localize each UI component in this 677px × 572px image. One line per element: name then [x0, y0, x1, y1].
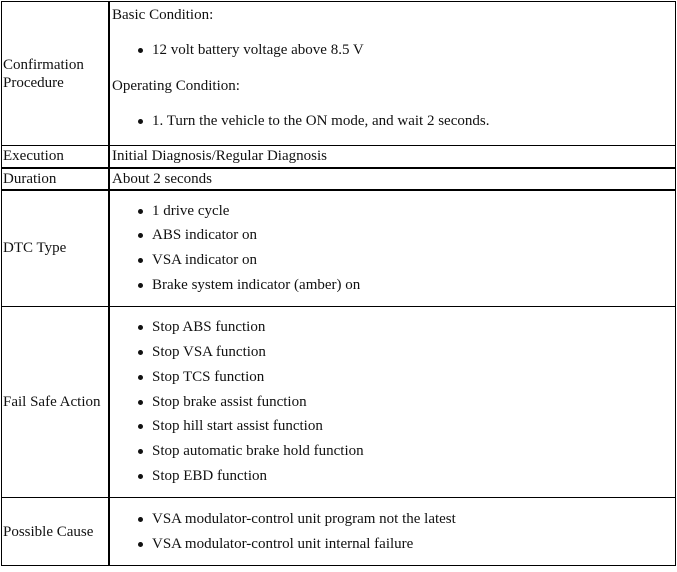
list-item: Stop brake assist function: [138, 390, 675, 415]
list-item: Stop ABS function: [138, 315, 675, 340]
list-item: VSA modulator-control unit internal failure: [138, 532, 675, 557]
execution-row: [2, 146, 676, 168]
basic-condition-list: [112, 38, 675, 62]
possible-cause-content: [109, 498, 676, 566]
possible-cause-list: [112, 507, 675, 557]
dtc-type-row: [2, 190, 676, 307]
execution-label: Execution: [2, 146, 110, 168]
list-item: ABS indicator on: [138, 223, 675, 248]
confirmation-procedure-label: Confirmation Procedure: [2, 2, 110, 146]
confirmation-procedure-row: [2, 2, 676, 146]
list-item: Brake system indicator (amber) on: [138, 273, 675, 298]
list-item: Stop TCS function: [138, 365, 675, 390]
operating-condition-label: Operating Condition:: [112, 77, 240, 94]
list-item: Stop automatic brake hold function: [138, 439, 675, 464]
execution-value: Initial Diagnosis/Regular Diagnosis: [109, 146, 676, 168]
fail-safe-action-row: [2, 307, 676, 498]
duration-row: [2, 168, 676, 190]
list-item: Stop EBD function: [138, 464, 675, 489]
list-item: 1 drive cycle: [138, 199, 675, 224]
possible-cause-row: [2, 498, 676, 566]
possible-cause-label: Possible Cause: [2, 498, 110, 566]
dtc-type-label: DTC Type: [2, 190, 110, 307]
fail-safe-action-list: [112, 315, 675, 489]
dtc-type-content: [109, 190, 676, 307]
confirmation-procedure-content: [109, 2, 676, 146]
duration-value: About 2 seconds: [109, 168, 676, 190]
list-item: VSA indicator on: [138, 248, 675, 273]
operating-condition-list: [112, 109, 675, 133]
fail-safe-action-content: [109, 307, 676, 498]
fail-safe-action-label: Fail Safe Action: [2, 307, 110, 498]
dtc-type-list: [112, 199, 675, 298]
list-item: Stop VSA function: [138, 340, 675, 365]
list-item: 1. Turn the vehicle to the ON mode, and wait 2 seconds.: [138, 109, 675, 133]
list-item: VSA modulator-control unit program not the latest: [138, 507, 675, 532]
duration-label: Duration: [2, 168, 110, 190]
list-item: Stop hill start assist function: [138, 414, 675, 439]
basic-condition-label: Basic Condition:: [112, 6, 214, 23]
dtc-info-table: [1, 1, 676, 566]
list-item: 12 volt battery voltage above 8.5 V: [138, 38, 675, 62]
